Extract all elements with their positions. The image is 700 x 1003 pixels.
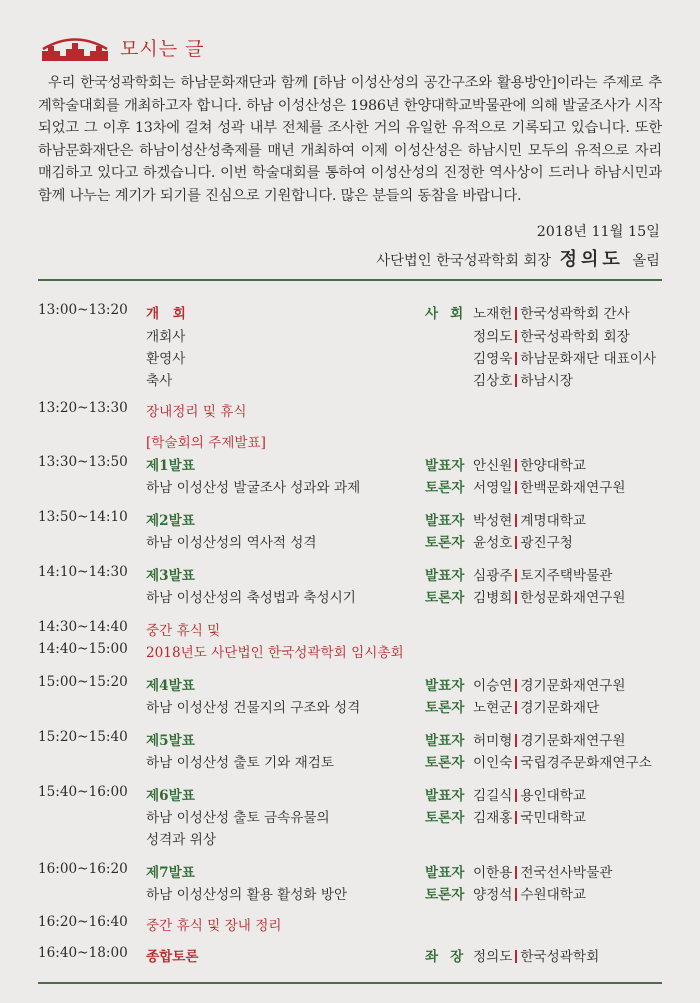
time: 16:40~18:00: [38, 945, 128, 961]
role-label: 좌장: [425, 949, 476, 965]
role-label: 토론자: [425, 810, 465, 826]
presenter-row: [425, 509, 586, 529]
separator-bar: [515, 701, 517, 714]
role-label: 발표자: [425, 865, 465, 881]
chair-row: [425, 945, 599, 965]
affiliation: 국민대학교: [520, 810, 587, 826]
time: 14:30~14:40: [38, 619, 128, 635]
person-name: 양정석: [473, 887, 513, 903]
greeting-signer: [376, 245, 660, 271]
affiliation: 한국성곽학회 회장: [520, 329, 630, 345]
person-name: 정의도: [473, 949, 513, 965]
person-name: 이한용: [473, 865, 513, 881]
presenter-row: [425, 729, 625, 749]
presentation-topic: 하남 이성산성의 활용 활성화 방안: [146, 887, 348, 903]
person-name: 김병희: [473, 590, 513, 606]
person-name: 윤성호: [473, 535, 513, 551]
presenter-row: [425, 674, 625, 694]
affiliation: 계명대학교: [520, 513, 587, 529]
separator-bar: [515, 514, 517, 527]
presentation-title: 제3발표: [146, 568, 195, 584]
separator-bar: [515, 734, 517, 747]
presenter-row: [425, 454, 586, 474]
discussant-row: [425, 751, 652, 771]
separator-bar: [515, 888, 517, 901]
separator-bar: [515, 789, 517, 802]
presenter-row: [425, 784, 586, 804]
presentation-topic: 하남 이성산성 발굴조사 성과와 과제: [146, 480, 361, 496]
presentation-title: 제7발표: [146, 865, 195, 881]
separator-bar: [515, 330, 517, 343]
affiliation: 용인대학교: [520, 788, 587, 804]
discussant-row: [425, 531, 573, 551]
discussant-row: [425, 476, 625, 496]
person-name: 이승연: [473, 678, 513, 694]
affiliation: 경기문화재연구원: [520, 678, 626, 694]
person-name: 박성현: [473, 513, 513, 529]
affiliation: 수원대학교: [520, 887, 587, 903]
separator-bar: [515, 591, 517, 604]
fortress-logo-icon: [40, 32, 110, 62]
role-label: 토론자: [425, 700, 465, 716]
role-label: 발표자: [425, 568, 465, 584]
person-name: 김길식: [473, 788, 513, 804]
person-name: 심광주: [473, 568, 513, 584]
affiliation: 하남시장: [520, 373, 573, 389]
separator-bar: [515, 569, 517, 582]
presentation-topic: 하남 이성산성의 축성법과 축성시기: [146, 590, 356, 606]
person-name: 김영욱: [473, 351, 513, 367]
presentation-title: 제2발표: [146, 513, 195, 529]
affiliation: 한백문화재연구원: [520, 480, 626, 496]
person-name: 노재헌: [473, 306, 513, 322]
separator-bar: [515, 811, 517, 824]
separator-bar: [515, 679, 517, 692]
role-label: 토론자: [425, 535, 465, 551]
session-title: 중간 휴식 및: [146, 623, 221, 639]
time: 14:40~15:00: [38, 641, 128, 657]
separator-bar: [515, 459, 517, 472]
time: 14:10~14:30: [38, 564, 128, 580]
affiliation: 한국성곽학회: [520, 949, 600, 965]
presentation-title: 제6발표: [146, 788, 195, 804]
presentation-topic: 하남 이성산성의 역사적 성격: [146, 535, 317, 551]
presentation-topic: 하남 이성산성 건물지의 구조와 성격: [146, 700, 361, 716]
person-name: 서영일: [473, 480, 513, 496]
affiliation: 경기문화재단: [520, 700, 600, 716]
time: 16:00~16:20: [38, 861, 128, 877]
time: 15:00~15:20: [38, 674, 128, 690]
affiliation: 한양대학교: [520, 458, 587, 474]
time: 16:20~16:40: [38, 914, 128, 930]
person-name: 안신원: [473, 458, 513, 474]
time: 15:40~16:00: [38, 784, 128, 800]
session-title: 장내정리 및 휴식: [146, 404, 247, 420]
program-item: 환영사: [146, 351, 186, 367]
role-label: 토론자: [425, 480, 465, 496]
presentation-topic-line2: 성격과 위상: [146, 832, 216, 848]
person-name: 김재홍: [473, 810, 513, 826]
separator-bar: [515, 536, 517, 549]
affiliation: 한국성곽학회 간사: [520, 306, 630, 322]
affiliation: 하남문화재단 대표이사: [520, 351, 657, 367]
presentation-topic: 하남 이성산성 출토 기와 재검토: [146, 755, 334, 771]
session-title: 2018년도 사단법인 한국성곽학회 임시총회: [146, 645, 404, 661]
separator-bar: [515, 756, 517, 769]
separator-bar: [515, 307, 517, 320]
role-label: 토론자: [425, 590, 465, 606]
presentation-title: 제5발표: [146, 733, 195, 749]
separator-bar: [515, 866, 517, 879]
presenter-row: [425, 564, 612, 584]
separator-bar: [515, 950, 517, 963]
time: 13:00~13:20: [38, 302, 128, 318]
presentation-title: 제4발표: [146, 678, 195, 694]
time: 15:20~15:40: [38, 729, 128, 745]
separator-bar: [515, 481, 517, 494]
page-title: 모시는 글: [120, 37, 205, 60]
role-label: 사회: [425, 306, 476, 322]
divider-top: [38, 279, 662, 281]
role-label: 발표자: [425, 513, 465, 529]
affiliation: 토지주택박물관: [520, 568, 613, 584]
speaker-row: [425, 369, 573, 389]
role-label: 토론자: [425, 755, 465, 771]
separator-bar: [515, 352, 517, 365]
section-heading: [학술회의 주제발표]: [146, 435, 266, 451]
divider-bottom: [38, 982, 662, 984]
person-name: 김상호: [473, 373, 513, 389]
presentation-topic: 하남 이성산성 출토 금속유물의: [146, 810, 330, 826]
signer-org: 사단법인 한국성곽학회 회장: [376, 253, 552, 269]
session-title: 종합토론: [146, 949, 199, 965]
discussant-row: [425, 696, 599, 716]
program-item: 개회사: [146, 329, 186, 345]
role-label: 발표자: [425, 788, 465, 804]
signer-closing: 올림: [632, 253, 660, 269]
person-name: 이인숙: [473, 755, 513, 771]
speaker-row: [425, 325, 630, 345]
speaker-row: [425, 347, 656, 367]
greeting-date: 2018년 11월 15일: [536, 224, 660, 240]
affiliation: 경기문화재연구원: [520, 733, 626, 749]
role-label: 토론자: [425, 887, 465, 903]
discussant-row: [425, 883, 586, 903]
session-title: 중간 휴식 및 장내 정리: [146, 918, 282, 934]
role-label: 발표자: [425, 678, 465, 694]
session-title: 개 회: [146, 306, 186, 322]
role-label: 발표자: [425, 733, 465, 749]
role-label: 발표자: [425, 458, 465, 474]
person-name: 노현군: [473, 700, 513, 716]
discussant-row: [425, 806, 586, 826]
signer-name: 정의도: [559, 249, 624, 270]
separator-bar: [515, 374, 517, 387]
program-item: 축사: [146, 373, 173, 389]
person-name: 허미형: [473, 733, 513, 749]
affiliation: 국립경주문화재연구소: [520, 755, 652, 771]
affiliation: 전국선사박물관: [520, 865, 613, 881]
person-name: 정의도: [473, 329, 513, 345]
greeting-body: 우리 한국성곽학회는 하남문화재단과 함께 [하남 이성산성의 공간구조와 활용방안]이라는 주제로 추계학술대회를 개최하고자 합니다. 하남 이성산성은 1986년 한양대학교박물관에 의해 발굴조사가 시작되었고 그 이후 13차에 걸쳐 성곽 내부 전체를 조사한 거의 유일한 유적으로 기록되고 있습니다. 또한 하남문화재단은 하남이성산성축제를 매년 개최하여 이제 이성산성은 하남시민 모두의 유적으로 자리매김하고 있다고 하겠습니다. 이번 학술대회를 통하여 이성산성의 진정한 역사상이 드러나 하남시민과 함께 나누는 계기가 되기를 진심으로 기원합니다. 많은 분들의 동참을 바랍니다.: [38, 75, 662, 204]
time: 13:50~14:10: [38, 509, 128, 525]
time: 13:30~13:50: [38, 454, 128, 470]
moderator-row: [425, 302, 630, 322]
header: [40, 30, 204, 64]
presentation-title: 제1발표: [146, 458, 195, 474]
presenter-row: [425, 861, 612, 881]
affiliation: 광진구청: [520, 535, 573, 551]
affiliation: 한성문화재연구원: [520, 590, 626, 606]
time: 13:20~13:30: [38, 400, 128, 416]
discussant-row: [425, 586, 625, 606]
